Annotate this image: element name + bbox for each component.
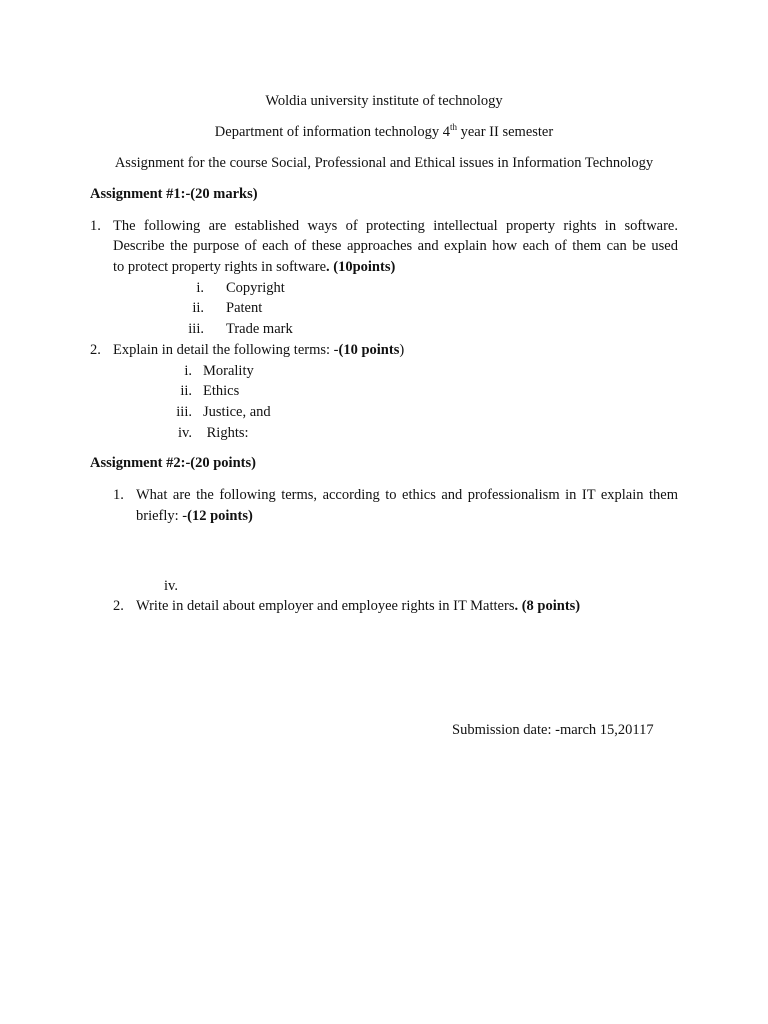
submission-date: Submission date: -march 15,20117 <box>452 722 654 738</box>
a1-q2-item-num: iii. <box>176 404 192 420</box>
a1-q2-close: ) <box>399 342 405 358</box>
a1-q2-text: Explain in detail the following terms: - <box>113 342 339 358</box>
a1-q2-item-text: Justice, and <box>203 404 271 420</box>
a1-q1-line2: Describe the purpose of each of these approaches and explain how each of them can be used <box>113 238 678 254</box>
a1-q1-item-num: iii. <box>188 321 204 337</box>
assignment-1-heading: Assignment #1:-(20 marks) <box>90 186 258 202</box>
department-line <box>0 122 768 142</box>
a1-q1-item-text: Trade mark <box>226 321 293 337</box>
a1-q1-points: . (10points) <box>326 259 396 275</box>
a1-q1-item-text: Patent <box>226 300 263 316</box>
a2-stray-numeral: iv. <box>164 578 178 594</box>
a2-q1-line1: What are the following terms, according to ethics and professionalism in IT explain them <box>136 487 678 503</box>
university-title: Woldia university institute of technology <box>265 93 503 109</box>
department-ordinal: th <box>449 122 457 132</box>
a1-q2-item-num: ii. <box>180 383 192 399</box>
a1-q1-number: 1. <box>90 218 101 234</box>
a1-q1-line3-text: to protect property rights in software <box>113 259 327 275</box>
a2-q1-line2-text: briefly: - <box>136 508 188 524</box>
a2-q1-number: 1. <box>113 487 124 503</box>
a2-q2-points: . (8 points) <box>514 598 581 614</box>
a2-q1-points: (12 points) <box>187 508 253 524</box>
assignment-2-heading: Assignment #2:-(20 points) <box>90 455 256 471</box>
a2-q2-text: Write in detail about employer and employee rights in IT Matters <box>136 598 515 614</box>
a1-q1-line1: The following are established ways of protecting intellectual property rights in software. <box>113 218 678 234</box>
a1-q2-line <box>113 340 404 360</box>
a1-q2-item-num: iv. <box>178 425 192 441</box>
department-semester: year II semester <box>456 124 554 140</box>
a1-q1-item-num: i. <box>196 280 204 296</box>
a1-q1-line3 <box>113 257 395 277</box>
a1-q2-item-num: i. <box>184 363 192 379</box>
a1-q2-item-text: Rights: <box>203 425 249 441</box>
a1-q2-number: 2. <box>90 342 101 358</box>
a1-q1-item-num: ii. <box>192 300 204 316</box>
department-text: Department of information technology 4 <box>214 124 450 140</box>
a2-q1-line2 <box>136 506 253 526</box>
course-title: Assignment for the course Social, Professional and Ethical issues in Information Technology <box>114 155 654 171</box>
a2-q2-line <box>136 596 580 616</box>
a1-q2-points: (10 points <box>338 342 400 358</box>
a1-q2-item-text: Ethics <box>203 383 240 399</box>
a1-q2-item-text: Morality <box>203 363 254 379</box>
a2-q2-number: 2. <box>113 598 124 614</box>
a1-q1-item-text: Copyright <box>226 280 285 296</box>
